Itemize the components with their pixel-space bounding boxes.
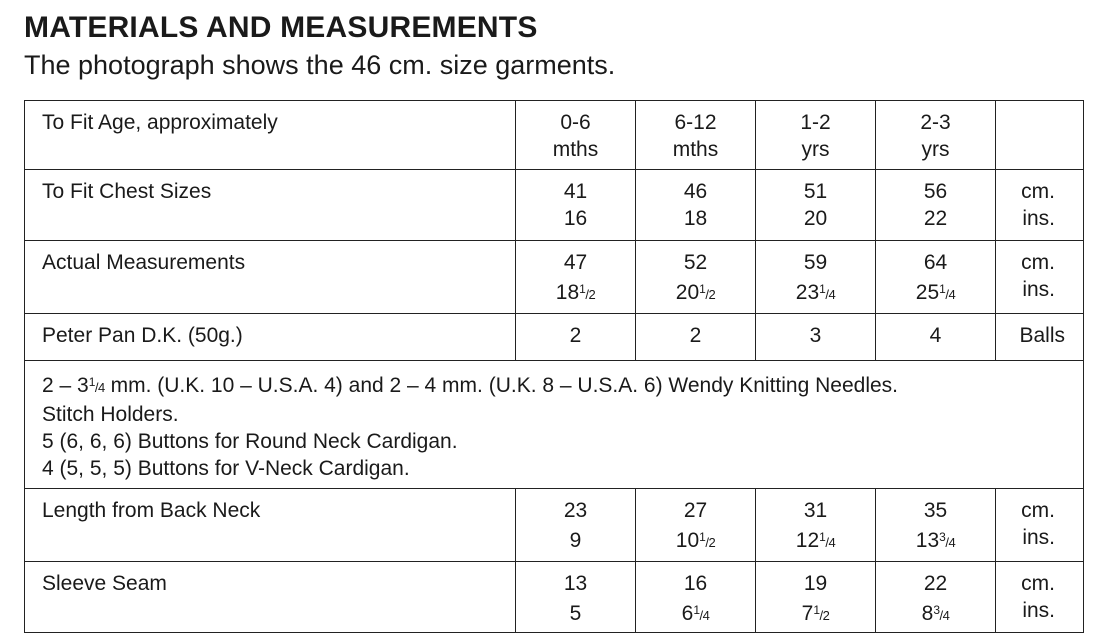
size-cell: 6-12 mths [636,101,756,170]
size-cell: 19 $7^1/2$ [756,562,876,633]
row-label: To Fit Age, approximately [25,101,516,170]
size-cell: 3 [756,314,876,361]
size-cell: 35 $13^3/4$ [876,489,996,562]
notes-line-v-neck: 4 (5, 5, 5) Buttons for V-Neck Cardigan. [42,457,410,480]
unit-cell: cm. ins. [996,241,1084,314]
table-row-notes [25,361,1084,489]
row-label: Length from Back Neck [25,489,516,562]
size-cell: 2 [516,314,636,361]
section-subheading: The photograph shows the 46 cm. size garments. [24,50,616,80]
size-cell: 52 $20^1/2$ [636,241,756,314]
table-row-yarn [25,314,1084,361]
size-cell: 13 5 [516,562,636,633]
notes-line-needles: $2 - 3^1/4$ mm. (U.K. 10 – U.S.A. 4) and 2 – 4 mm. (U.K. 8 – U.S.A. 6) Wendy Knitting Needles. [42,374,899,397]
table-row-actual-measurements [25,241,1084,314]
size-cell: 4 [876,314,996,361]
row-label: Actual Measurements [25,241,516,314]
section-heading: MATERIALS AND MEASUREMENTS [24,11,538,44]
table-row-chest [25,170,1084,241]
size-cell: 16 $6^1/4$ [636,562,756,633]
row-label: Sleeve Seam [25,562,516,633]
size-cell: 1-2 yrs [756,101,876,170]
unit-cell: cm. ins. [996,489,1084,562]
row-label: To Fit Chest Sizes [25,170,516,241]
size-cell: 47 $18^1/2$ [516,241,636,314]
size-cell: 0-6 mths [516,101,636,170]
size-cell: 2 [636,314,756,361]
size-cell: 23 9 [516,489,636,562]
unit-cell: Balls [996,314,1084,361]
size-cell: 27 $10^1/2$ [636,489,756,562]
measurements-table [24,100,1084,633]
table-row-sleeve [25,562,1084,633]
unit-cell [996,101,1084,170]
size-cell: 59 $23^1/4$ [756,241,876,314]
size-cell: 64 $25^1/4$ [876,241,996,314]
size-cell: 22 $8^3/4$ [876,562,996,633]
row-label: Peter Pan D.K. (50g.) [25,314,516,361]
size-cell: 31 $12^1/4$ [756,489,876,562]
notes-line-round-neck: 5 (6, 6, 6) Buttons for Round Neck Cardigan. [42,430,458,453]
size-cell: 56 22 [876,170,996,241]
notes-line-holders: Stitch Holders. [42,403,179,426]
size-cell: 41 16 [516,170,636,241]
size-cell: 2-3 yrs [876,101,996,170]
table-row-age [25,101,1084,170]
size-cell: 46 18 [636,170,756,241]
size-cell: 51 20 [756,170,876,241]
unit-cell: cm. ins. [996,170,1084,241]
notes-cell [25,361,1084,489]
table-row-length [25,489,1084,562]
unit-cell: cm. ins. [996,562,1084,633]
